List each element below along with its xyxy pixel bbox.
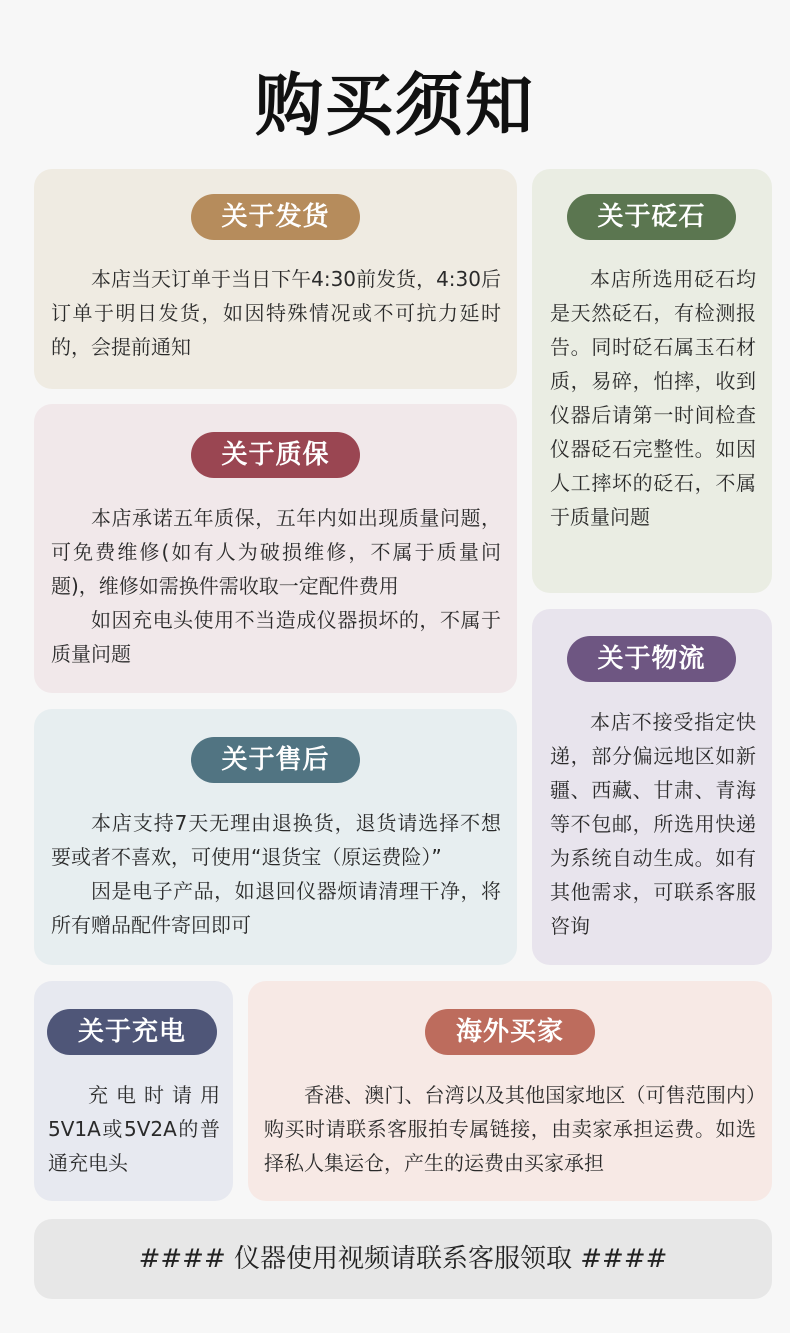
shipping-label: 关于发货 (191, 194, 360, 240)
page-title: 购买须知 (254, 67, 535, 146)
logistics-paragraph: 本店不接受指定快递，部分偏远地区如新疆、西藏、甘肃、青海等不包邮，所选用快递为系统自动生成。如有其他需求，可联系客服咨询 (550, 710, 756, 938)
stone-text (550, 262, 756, 534)
aftersales-label: 关于售后 (191, 737, 360, 783)
warranty-paragraph-2: 如因充电头使用不当造成仪器损坏的，不属于质量问题 (51, 608, 501, 666)
stone-paragraph: 本店所选用砭石均是天然砭石，有检测报告。同时砭石属玉石材质，易碎，怕摔，收到仪器后请第一时间检查仪器砭石完整性。如因人工摔坏的砭石，不属于质量问题 (550, 267, 756, 529)
charging-text (48, 1078, 220, 1180)
warranty-paragraph-1: 本店承诺五年质保，五年内如出现质量问题，可免费维修(如有人为破损维修，不属于质量问题)，维修如需换件需收取一定配件费用 (51, 506, 501, 598)
logistics-card (532, 609, 772, 965)
shipping-text (51, 262, 501, 364)
stone-label: 关于砭石 (567, 194, 736, 240)
stone-card (532, 169, 772, 593)
aftersales-paragraph-2: 因是电子产品，如退回仪器烦请清理干净，将所有赠品配件寄回即可 (51, 879, 501, 937)
logistics-label: 关于物流 (567, 636, 736, 682)
charging-label: 关于充电 (47, 1009, 217, 1055)
footer-notice: #### 仪器使用视频请联系客服领取 #### (34, 1219, 772, 1299)
charging-card (34, 981, 233, 1201)
logistics-text (550, 705, 756, 943)
overseas-paragraph: 香港、澳门、台湾以及其他国家地区（可售范围内）购买时请联系客服拍专属链接，由卖家承担运费。如选择私人集运仓，产生的运费由买家承担 (264, 1083, 756, 1175)
shipping-card (34, 169, 517, 389)
warranty-text (51, 501, 501, 671)
overseas-text (264, 1078, 756, 1180)
warranty-label: 关于质保 (191, 432, 360, 478)
overseas-label: 海外买家 (425, 1009, 595, 1055)
aftersales-card (34, 709, 517, 965)
warranty-card (34, 404, 517, 693)
aftersales-paragraph-1: 本店支持7天无理由退换货，退货请选择不想要或者不喜欢，可使用“退货宝（原运费险）” (51, 811, 501, 869)
aftersales-text (51, 806, 501, 942)
shipping-paragraph: 本店当天订单于当日下午4:30前发货，4:30后订单于明日发货，如因特殊情况或不可抗力延时的，会提前通知 (51, 267, 501, 359)
overseas-card (248, 981, 772, 1201)
charging-paragraph: 充电时请用5V1A或5V2A的普通充电头 (48, 1083, 220, 1175)
